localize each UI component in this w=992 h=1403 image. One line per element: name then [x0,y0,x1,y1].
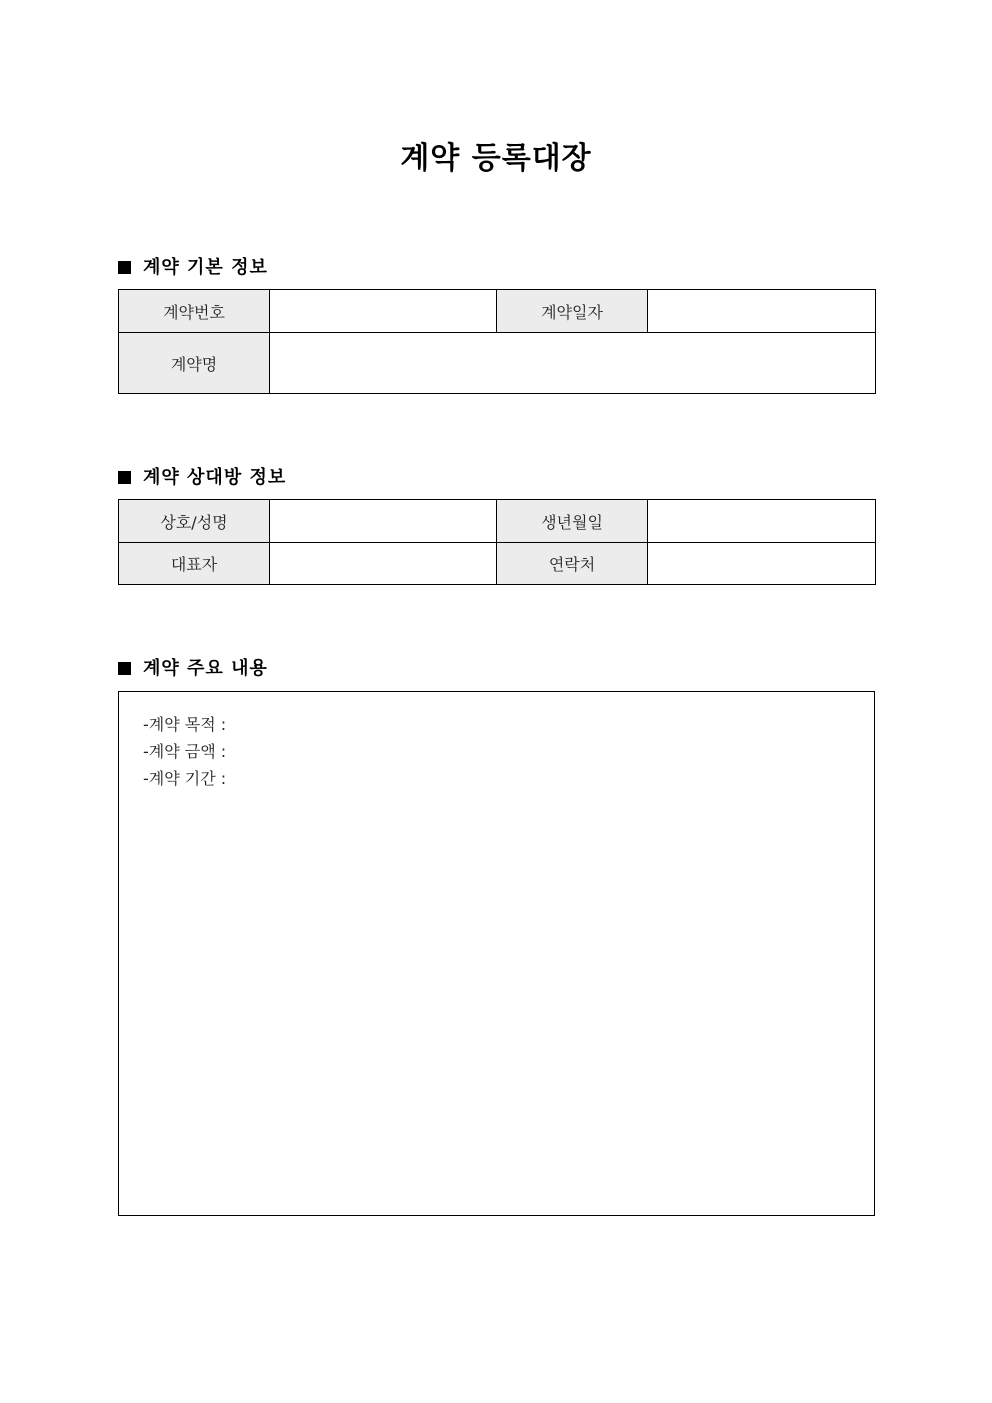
main-content-box[interactable] [118,691,875,1216]
contract-date-label: 계약일자 [497,290,648,333]
section-heading-counterparty-text: 계약 상대방 정보 [143,467,287,488]
basic-info-table [118,289,876,394]
contract-amount-line: -계약 금액 : [143,742,227,761]
contract-period-line: -계약 기간 : [143,769,227,788]
contract-name-field[interactable] [270,333,876,394]
contact-field[interactable] [648,543,876,585]
section-heading-main-content-text: 계약 주요 내용 [143,658,268,679]
contact-label: 연락처 [497,543,648,585]
birth-date-field[interactable] [648,500,876,543]
contract-number-label: 계약번호 [119,290,270,333]
contract-purpose-line: -계약 목적 : [143,715,227,734]
contract-date-field[interactable] [648,290,876,333]
contract-number-field[interactable] [270,290,497,333]
square-bullet-icon [118,261,131,274]
square-bullet-icon [118,662,131,675]
representative-label: 대표자 [119,543,270,585]
section-heading-basic [118,253,268,279]
counterparty-info-table [118,499,876,585]
section-heading-basic-text: 계약 기본 정보 [143,257,268,278]
birth-date-label: 생년월일 [497,500,648,543]
section-heading-main-content [118,654,268,680]
contract-name-label: 계약명 [119,333,270,394]
section-heading-counterparty [118,463,286,489]
representative-field[interactable] [270,543,497,585]
business-name-label: 상호/성명 [119,500,270,543]
square-bullet-icon [118,471,131,484]
business-name-field[interactable] [270,500,497,543]
page-title: 계약 등록대장 [400,141,592,176]
